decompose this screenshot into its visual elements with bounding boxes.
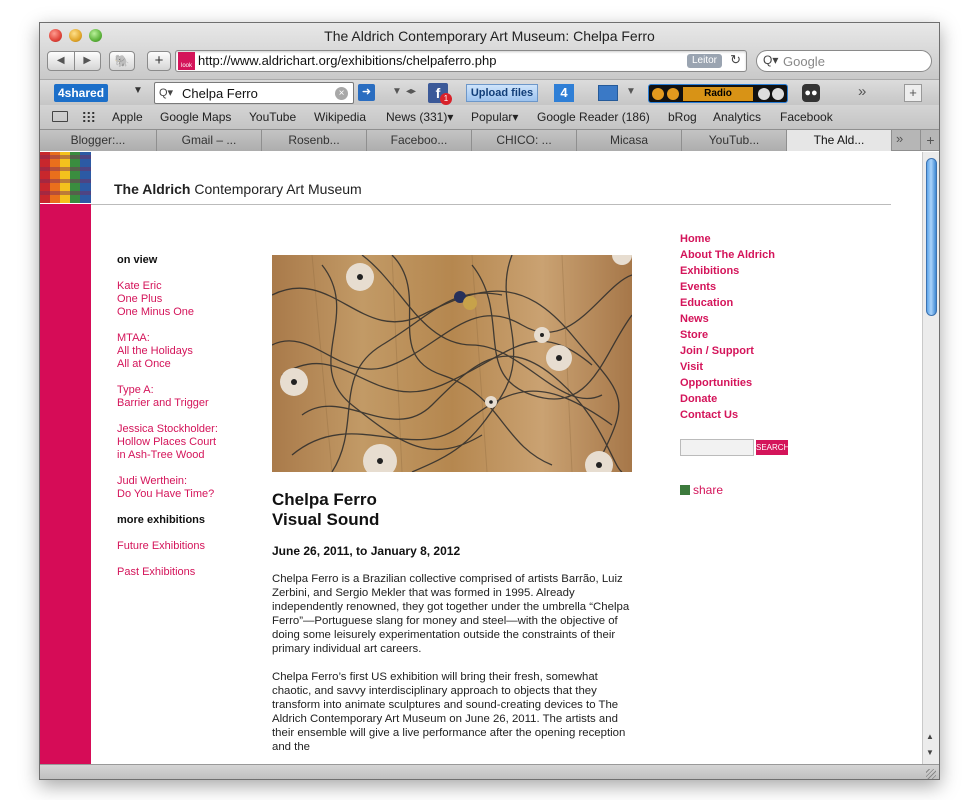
link-line[interactable]: One Minus One xyxy=(117,306,195,318)
reload-icon[interactable]: ↻ xyxy=(730,52,741,67)
link-line[interactable]: Type A: xyxy=(117,384,154,396)
link-line[interactable]: All at Once xyxy=(117,358,171,370)
tab-rosenb[interactable]: Rosenb... xyxy=(262,130,367,151)
prev-icon[interactable] xyxy=(652,88,664,100)
tab-micasa[interactable]: Micasa xyxy=(577,130,682,151)
chevron-down-icon[interactable]: ▼ xyxy=(392,86,402,97)
tab-chico[interactable]: CHICO: ... xyxy=(472,130,577,151)
exhibition-link-mtaa[interactable] xyxy=(117,332,257,371)
bookmark-wikipedia[interactable]: Wikipedia xyxy=(314,110,367,124)
nav-exhibitions[interactable]: Exhibitions xyxy=(680,265,740,277)
tab-blogger[interactable]: Blogger:... xyxy=(40,130,157,151)
nav-contact[interactable]: Contact Us xyxy=(680,409,739,421)
link-line[interactable]: Barrier and Trigger xyxy=(117,397,209,409)
right-navigation xyxy=(680,231,775,423)
link-line[interactable]: All the Holidays xyxy=(117,345,193,357)
exhibition-title-line2: Visual Sound xyxy=(272,510,380,529)
exhibition-link-werthein[interactable] xyxy=(117,475,257,501)
exhibition-dates: June 26, 2011, to January 8, 2012 xyxy=(272,544,461,558)
page-viewport xyxy=(40,152,922,764)
vertical-scrollbar[interactable] xyxy=(922,152,940,764)
nav-news[interactable]: News xyxy=(680,313,709,325)
nav-education[interactable]: Education xyxy=(680,297,734,309)
nav-donate[interactable]: Donate xyxy=(680,393,718,405)
exhibition-title-line1: Chelpa Ferro xyxy=(272,490,377,509)
notification-badge: 1 xyxy=(440,93,452,105)
bookmark-apple[interactable]: Apple xyxy=(112,110,143,124)
share-icon xyxy=(680,485,690,495)
facebook-icon[interactable]: f xyxy=(428,83,448,103)
tab-aldrich[interactable]: The Ald... xyxy=(787,130,892,151)
window-title: The Aldrich Contemporary Art Museum: Chelpa Ferro xyxy=(324,28,655,44)
4shared-icon[interactable]: 4 xyxy=(554,84,574,102)
browser-window xyxy=(39,22,940,780)
link-line[interactable]: Do You Have Time? xyxy=(117,488,215,500)
link-line[interactable]: Jessica Stockholder: xyxy=(117,423,218,435)
link-line[interactable]: Judi Werthein: xyxy=(117,475,188,487)
radio-player[interactable] xyxy=(648,84,788,103)
search-icon: Q▾ xyxy=(159,87,174,99)
link-line[interactable]: One Plus xyxy=(117,293,163,305)
site-title-bold: The Aldrich xyxy=(114,181,191,197)
upload-files-button[interactable]: Upload files xyxy=(466,84,538,102)
header-divider xyxy=(91,204,891,205)
nav-events[interactable]: Events xyxy=(680,281,717,293)
site-favicon-icon: look xyxy=(178,52,195,70)
bookmark-facebook[interactable]: Facebook xyxy=(780,110,833,124)
go-arrow-icon[interactable]: ➜ xyxy=(358,84,375,101)
volume-icon[interactable] xyxy=(758,88,770,100)
exhibition-link-kate-eric[interactable] xyxy=(117,280,257,319)
exhibition-paragraph-1: Chelpa Ferro is a Brazilian collective comprised of artists Barrão, Luiz Zerbini, and Sergio Mekler that was formed in 1995. Already independently renowned, they got together under the umbrella “Chelpa Ferro”—Portuguese slang for money and steel—with the objective of doing some leisurely experimentation outside the constraints of their primary individual art careers. xyxy=(272,573,630,655)
exhibition-photo xyxy=(272,255,632,472)
chevron-down-icon[interactable]: ▼ xyxy=(133,85,143,96)
screen-icon[interactable] xyxy=(598,85,618,101)
site-search-button[interactable]: SEARCH xyxy=(756,440,788,455)
nav-about[interactable]: About The Aldrich xyxy=(680,249,775,261)
4shared-logo[interactable]: 4shared xyxy=(54,84,108,102)
aldrich-logo[interactable] xyxy=(40,152,91,203)
share-label: share xyxy=(693,483,724,497)
4shared-toolbar xyxy=(40,79,939,105)
bookmark-popular[interactable]: Popular▾ xyxy=(471,110,519,124)
site-title[interactable] xyxy=(114,181,362,197)
exhibition-link-type-a[interactable] xyxy=(117,384,257,410)
overflow-chevron-icon[interactable]: » xyxy=(858,83,867,100)
back-button[interactable]: ◀ xyxy=(56,55,65,66)
radio-display[interactable]: Radio xyxy=(683,87,753,101)
share-link[interactable] xyxy=(680,483,723,497)
link-line[interactable]: Hollow Places Court xyxy=(117,436,217,448)
bookmark-google-reader[interactable]: Google Reader (186) xyxy=(537,110,650,124)
scroll-up-icon[interactable]: ▲ xyxy=(926,732,934,741)
play-icon[interactable] xyxy=(667,88,679,100)
exhibition-paragraph-2: Chelpa Ferro’s first US exhibition will bring their fresh, somewhat chaotic, and savvy interdisciplinary approach to objects that they transform into animate sculptures and sound-creating devices to The Aldrich Contemporary Art Museum on June 26, 2011. The artists and their ensemble will give a live performance after the opening reception and the xyxy=(272,671,626,753)
on-view-heading: on view xyxy=(117,254,158,266)
back-forward-buttons xyxy=(47,51,101,71)
bookmarks-bar xyxy=(40,105,939,129)
toolbar-search-input[interactable] xyxy=(154,82,354,104)
add-icon[interactable]: + xyxy=(904,84,922,102)
grid-icon[interactable] xyxy=(82,111,96,123)
address-bar[interactable] xyxy=(175,50,747,72)
evernote-icon[interactable]: 🐘 xyxy=(109,51,135,71)
search-placeholder: Google xyxy=(783,54,825,69)
link-line[interactable]: in Ash-Tree Wood xyxy=(117,449,205,461)
more-exhibitions-heading: more exhibitions xyxy=(117,514,206,526)
pink-side-bar xyxy=(40,204,91,764)
site-search-input[interactable] xyxy=(680,439,754,456)
title-bar xyxy=(40,23,939,79)
scroll-thumb[interactable] xyxy=(926,158,937,316)
search-icon: Q▾ xyxy=(763,53,779,67)
exhibition-link-stockholder[interactable] xyxy=(117,423,257,462)
site-title-rest: Contemporary Art Museum xyxy=(190,181,362,197)
left-navigation xyxy=(117,254,257,579)
past-exhibitions-link[interactable]: Past Exhibitions xyxy=(117,566,196,578)
add-bookmark-button[interactable]: + xyxy=(147,51,171,71)
nav-opportunities[interactable]: Opportunities xyxy=(680,377,753,389)
bookmark-google-maps[interactable]: Google Maps xyxy=(160,110,232,124)
link-line[interactable]: Kate Eric xyxy=(117,280,162,292)
google-search-field[interactable] xyxy=(756,50,932,72)
link-line[interactable]: MTAA: xyxy=(117,332,150,344)
bookmark-youtube[interactable]: YouTube xyxy=(249,110,297,124)
bookmark-analytics[interactable]: Analytics xyxy=(713,110,762,124)
resize-handle-icon[interactable]: ◂▸ xyxy=(406,86,417,97)
toolbar-search-value: Chelpa Ferro xyxy=(182,86,258,101)
tab-overflow-icon[interactable]: » xyxy=(896,131,904,146)
tab-facebook[interactable]: Faceboo... xyxy=(367,130,472,151)
nav-store[interactable]: Store xyxy=(680,329,709,341)
new-tab-button[interactable]: + xyxy=(920,130,940,151)
stop-icon[interactable] xyxy=(772,88,784,100)
tab-youtube[interactable]: YouTub... xyxy=(682,130,787,151)
reader-button[interactable]: Leitor xyxy=(687,54,722,68)
chevron-down-icon[interactable]: ▼ xyxy=(626,86,636,97)
tab-gmail[interactable]: Gmail – ... xyxy=(157,130,262,151)
resize-grip-icon[interactable] xyxy=(926,769,936,779)
owl-icon[interactable]: ●● xyxy=(802,84,820,102)
tab-bar xyxy=(40,129,939,151)
forward-button[interactable]: ▶ xyxy=(74,52,101,70)
exhibition-content xyxy=(272,490,632,754)
status-bar xyxy=(40,764,939,780)
bookmark-news[interactable]: News (331)▾ xyxy=(386,110,454,124)
installation-image xyxy=(272,255,632,472)
future-exhibitions-link[interactable]: Future Exhibitions xyxy=(117,540,206,552)
book-icon[interactable] xyxy=(52,111,68,122)
nav-join-support[interactable]: Join / Support xyxy=(680,345,754,357)
url-text: http://www.aldrichart.org/exhibitions/chelpaferro.php xyxy=(198,53,497,68)
nav-home[interactable]: Home xyxy=(680,233,711,245)
bookmark-brog[interactable]: bRog xyxy=(668,110,697,124)
scroll-down-icon[interactable]: ▼ xyxy=(926,748,934,757)
clear-icon[interactable]: × xyxy=(335,87,348,100)
nav-visit[interactable]: Visit xyxy=(680,361,704,373)
